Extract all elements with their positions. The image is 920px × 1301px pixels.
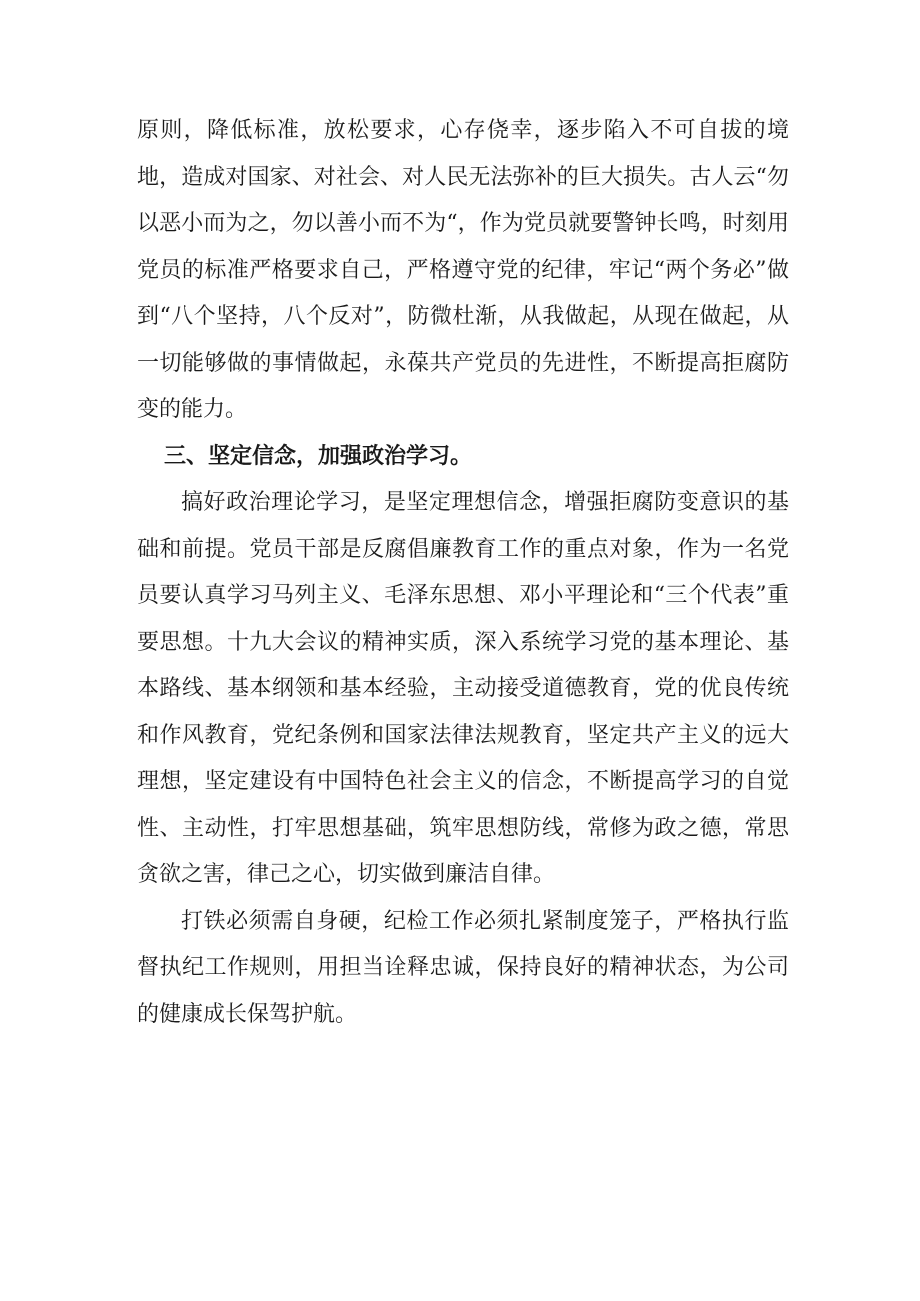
paragraph-political-study: 搞好政治理论学习，是坚定理想信念，增强拒腐防变意识的基础和前提。党员干部是反腐倡廉教育工作的重点对象，作为一名党员要认真学习马列主义、毛泽东思想、邓小平理论和“三个代表”重要思想。十九大会议的精神实质，深入系统学习党的基本理论、基本路线、基本纲领和基本经验，主动接受道德教育，党的优良传统和作风教育，党纪条例和国家法律法规教育，坚定共产主义的远大理想，坚定建设有中国特色社会主义的信念，不断提高学习的自觉性、主动性，打牢思想基础，筑牢思想防线，常修为政之德，常思贪欲之害，律己之心，切实做到廉洁自律。 [137,490,789,887]
document-body [137,108,789,1038]
paragraph-closing: 打铁必须需自身硬，纪检工作必须扎紧制度笼子，严格执行监督执纪工作规则，用担当诠释忠诚，保持良好的精神状态，为公司的健康成长保驾护航。 [137,908,789,1027]
section-heading-3: 三、坚定信念，加强政治学习。 [164,443,473,469]
paragraph-continuation: 原则，降低标准，放松要求，心存侥幸，逐步陷入不可自拔的境地，造成对国家、对社会、对人民无法弥补的巨大损失。古人云“勿以恶小而为之，勿以善小而不为“，作为党员就要警钟长鸣，时刻用党员的标准严格要求自己，严格遵守党的纪律，牢记“两个务必”做到“八个坚持，八个反对”，防微杜渐，从我做起，从现在做起，从一切能够做的事情做起，永葆共产党员的先进性，不断提高拒腐防变的能力。 [137,118,789,422]
